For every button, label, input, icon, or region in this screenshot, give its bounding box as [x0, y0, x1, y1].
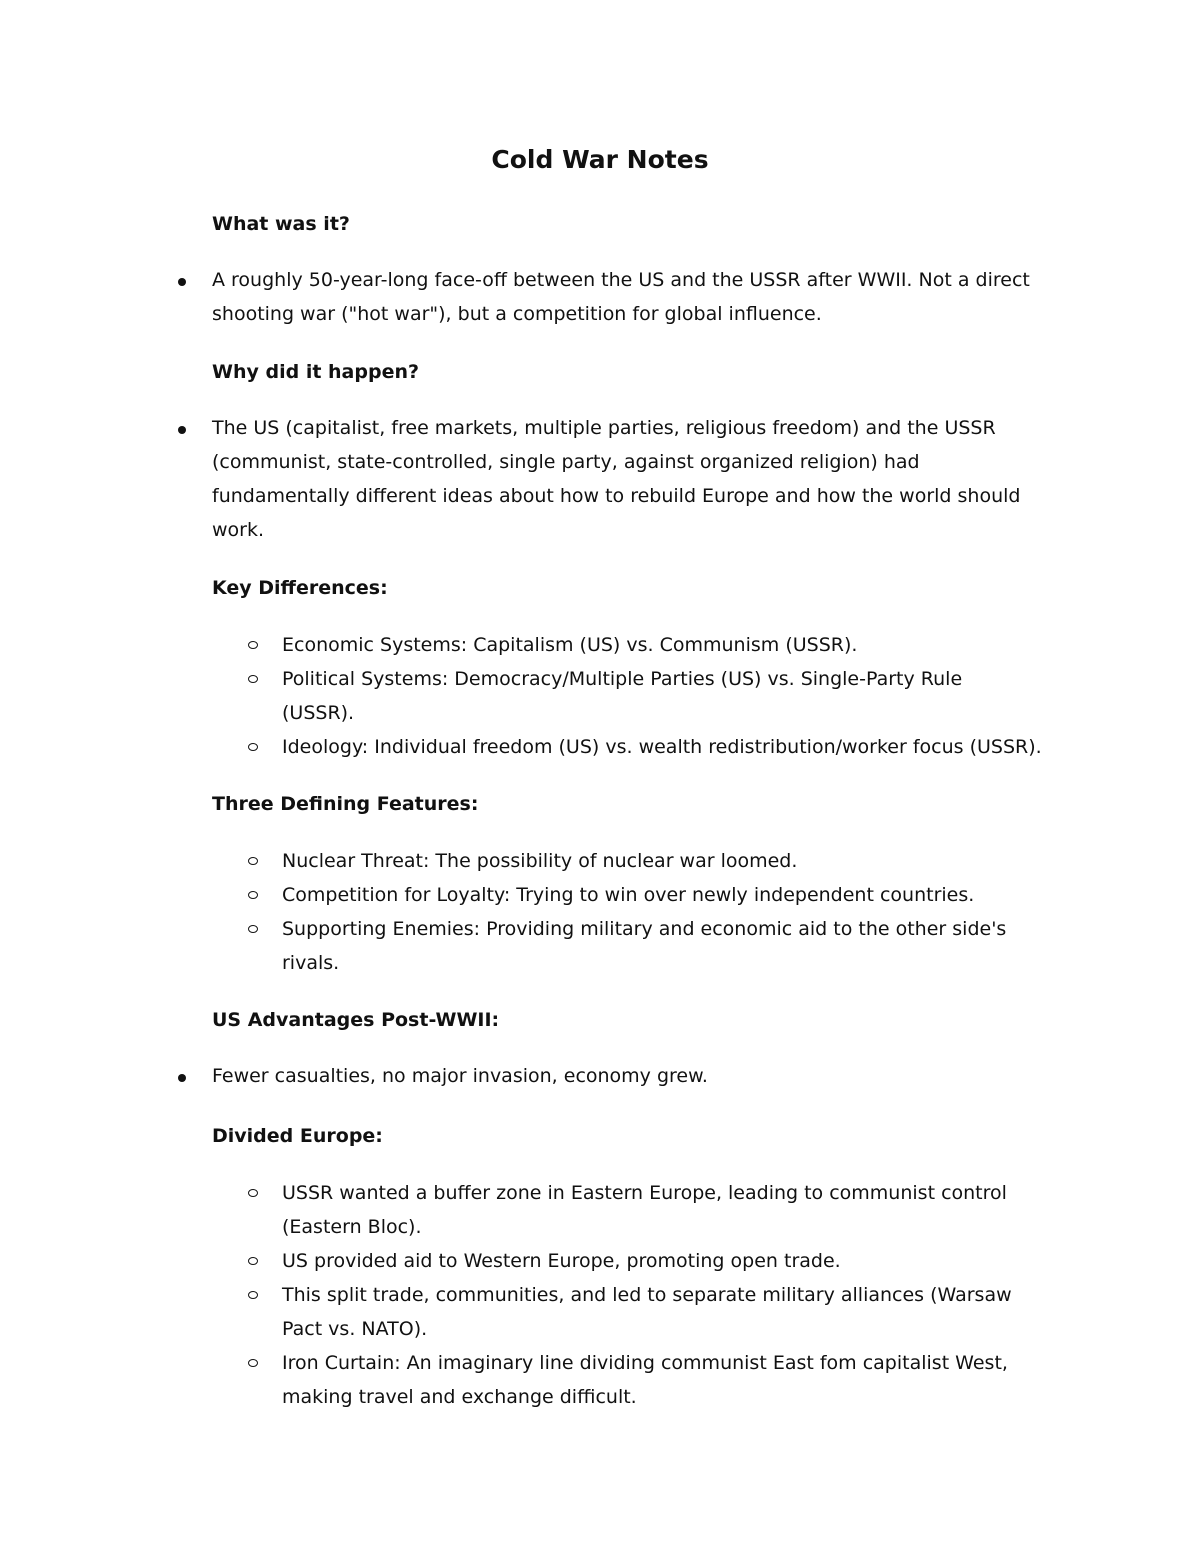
sub-bullet-circle-icon — [248, 1359, 258, 1367]
sub-bullet-item: Political Systems: Democracy/Multiple Parties (US) vs. Single-Party Rule (USSR). — [282, 668, 963, 724]
bullet-dot-icon — [178, 1074, 186, 1082]
bullet-item: Fewer casualties, no major invasion, economy grew. — [212, 1065, 708, 1087]
section-heading-us-advantages: US Advantages Post-WWII: — [212, 1009, 500, 1031]
sub-bullet-item: USSR wanted a buffer zone in Eastern Europe, leading to communist control (Eastern Bloc). — [282, 1182, 1007, 1238]
sub-bullet-circle-icon — [248, 675, 258, 683]
section-heading-key-differences: Key Differences: — [212, 577, 388, 599]
sub-bullet-circle-icon — [248, 1257, 258, 1265]
bullet-item: A roughly 50-year-long face-off between the US and the USSR after WWII. Not a direct shooting war ("hot war"), but a competition for global influence. — [212, 269, 1030, 325]
sub-bullet-item: Economic Systems: Capitalism (US) vs. Communism (USSR). — [282, 634, 858, 656]
sub-bullet-circle-icon — [248, 925, 258, 933]
sub-bullet-circle-icon — [248, 1189, 258, 1197]
document-title: Cold War Notes — [491, 145, 709, 174]
section-heading-three-defining-features: Three Defining Features: — [212, 793, 479, 815]
sub-bullet-item: Ideology: Individual freedom (US) vs. wealth redistribution/worker focus (USSR). — [282, 736, 1042, 758]
sub-bullet-circle-icon — [248, 1291, 258, 1299]
sub-bullet-circle-icon — [248, 641, 258, 649]
sub-bullet-circle-icon — [248, 743, 258, 751]
sub-bullet-item: US provided aid to Western Europe, promoting open trade. — [282, 1250, 841, 1272]
sub-bullet-item: Nuclear Threat: The possibility of nuclear war loomed. — [282, 850, 798, 872]
sub-bullet-item: This split trade, communities, and led to separate military alliances (Warsaw Pact vs. NATO). — [282, 1284, 1012, 1340]
bullet-dot-icon — [178, 426, 186, 434]
sub-bullet-item: Competition for Loyalty: Trying to win over newly independent countries. — [282, 884, 975, 906]
sub-bullet-circle-icon — [248, 857, 258, 865]
bullet-dot-icon — [178, 278, 186, 286]
section-heading-what-was-it: What was it? — [212, 213, 350, 235]
sub-bullet-item: Iron Curtain: An imaginary line dividing communist East fom capitalist West, making travel and exchange difficult. — [282, 1352, 1008, 1408]
bullet-item: The US (capitalist, free markets, multiple parties, religious freedom) and the USSR (communist, state-controlled, single party, against organized religion) had fundamentally different ideas about how to rebuild Europe and how the world should work. — [212, 417, 1021, 541]
sub-bullet-item: Supporting Enemies: Providing military and economic aid to the other side's rivals. — [282, 918, 1007, 974]
sub-bullet-circle-icon — [248, 891, 258, 899]
section-heading-divided-europe: Divided Europe: — [212, 1125, 383, 1147]
section-heading-why-did-it-happen: Why did it happen? — [212, 361, 420, 383]
